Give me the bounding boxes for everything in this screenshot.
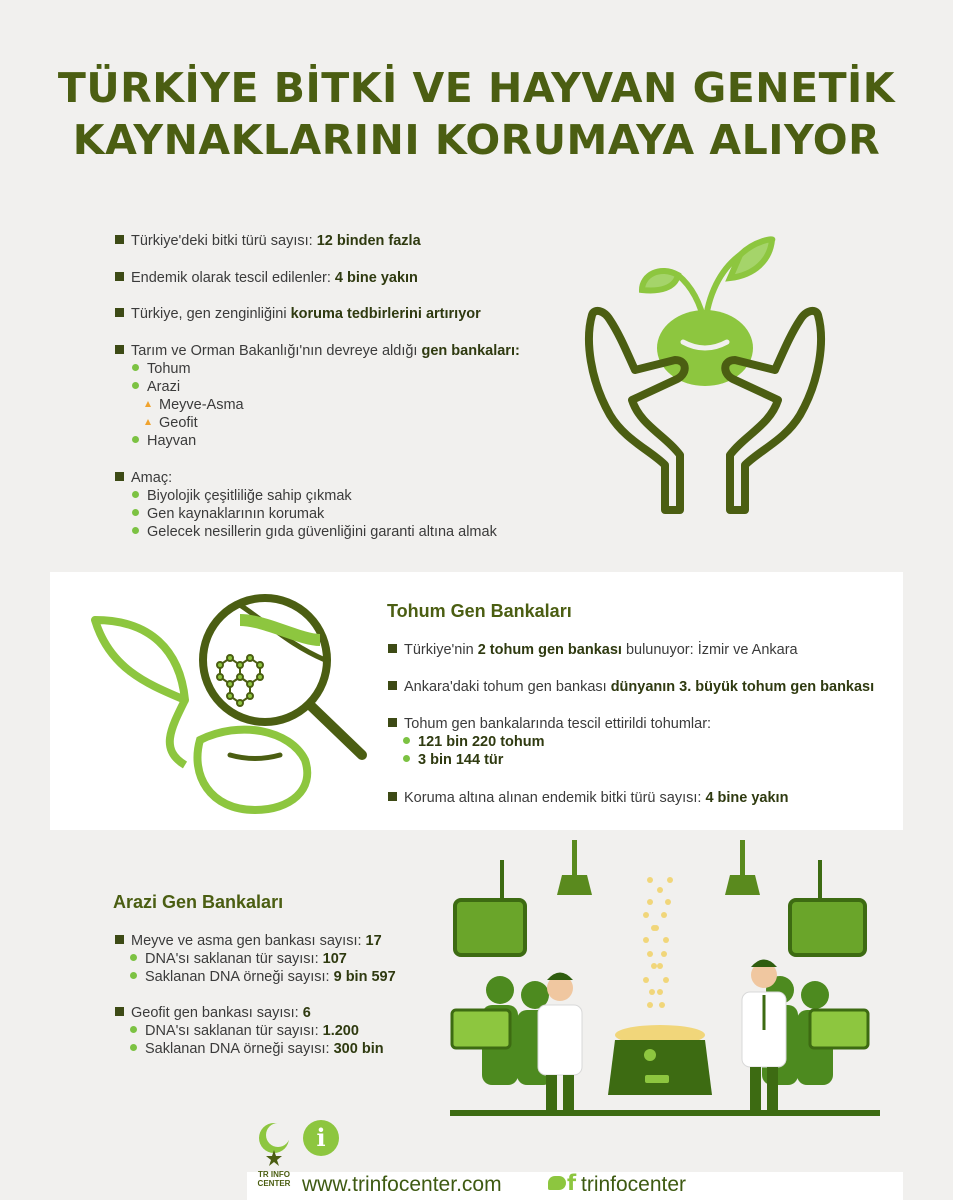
title-line-1: TÜRKİYE BİTKİ VE HAYVAN GENETİK: [57, 64, 896, 112]
logo-text: TR INFO CENTER: [257, 1170, 291, 1188]
field-bank-list: [115, 932, 445, 1062]
list-item: Türkiye'nin 2 tohum gen bankası bulunuyor: İzmir ve Ankara: [388, 641, 798, 659]
title-line-2: KAYNAKLARINI KORUMAYA ALIYOR: [72, 116, 881, 164]
sub-item: DNA'sı saklanan tür sayısı: 1.200: [130, 1022, 359, 1040]
list-item: Koruma altına alınan endemik bitki türü sayısı: 4 bine yakın: [388, 789, 788, 807]
website-link[interactable]: www.trinfocenter.com: [302, 1173, 502, 1196]
sub-item: Gelecek nesillerin gıda güvenliğini garanti altına almak: [132, 523, 497, 541]
sub-item: 121 bin 220 tohum: [403, 733, 545, 751]
list-item: Tohum gen bankalarında tescil ettirildi tohumlar:: [388, 715, 711, 733]
hands-seedling-illustration: [580, 230, 830, 520]
sub-sub-item: Geofit: [145, 414, 198, 432]
info-icon: i: [303, 1120, 339, 1156]
list-item: Meyve ve asma gen bankası sayısı: 17: [115, 932, 382, 950]
twitter-icon: [548, 1176, 566, 1190]
sub-item: Biyolojik çeşitliliğe sahip çıkmak: [132, 487, 352, 505]
intro-list: [115, 232, 555, 552]
tr-info-center-logo: [252, 1120, 296, 1170]
list-item: Türkiye, gen zenginliğini koruma tedbirlerini artırıyor: [115, 305, 481, 323]
list-item: Endemik olarak tescil edilenler: 4 bine yakın: [115, 269, 418, 287]
list-item: Tarım ve Orman Bakanlığı'nın devreye aldığı gen bankaları:: [115, 342, 520, 360]
social-handle[interactable]: trinfocenter: [581, 1173, 687, 1196]
list-item: Ankara'daki tohum gen bankası dünyanın 3. büyük tohum gen bankası: [388, 678, 874, 696]
facebook-icon: f: [567, 1171, 577, 1195]
sub-item: Arazi: [132, 378, 180, 396]
seed-bank-list: [388, 641, 888, 811]
page-title: [0, 62, 953, 166]
genetics-lab-illustration: [450, 840, 880, 1120]
field-bank-heading: Arazi Gen Bankaları: [113, 892, 284, 912]
sub-item: Hayvan: [132, 432, 196, 450]
sub-item: DNA'sı saklanan tür sayısı: 107: [130, 950, 347, 968]
list-item: Türkiye'deki bitki türü sayısı: 12 binden fazla: [115, 232, 421, 250]
seed-dna-magnifier-illustration: [90, 590, 380, 815]
sub-sub-item: Meyve-Asma: [145, 396, 244, 414]
sub-item: Tohum: [132, 360, 191, 378]
list-item: Amaç:: [115, 469, 172, 487]
list-item: Geofit gen bankası sayısı: 6: [115, 1004, 311, 1022]
sub-item: Saklanan DNA örneği sayısı: 9 bin 597: [130, 968, 396, 986]
sub-item: Gen kaynaklarının korumak: [132, 505, 324, 523]
sub-item: Saklanan DNA örneği sayısı: 300 bin: [130, 1040, 384, 1058]
sub-item: 3 bin 144 tür: [403, 751, 503, 769]
seed-bank-heading: Tohum Gen Bankaları: [387, 601, 572, 621]
